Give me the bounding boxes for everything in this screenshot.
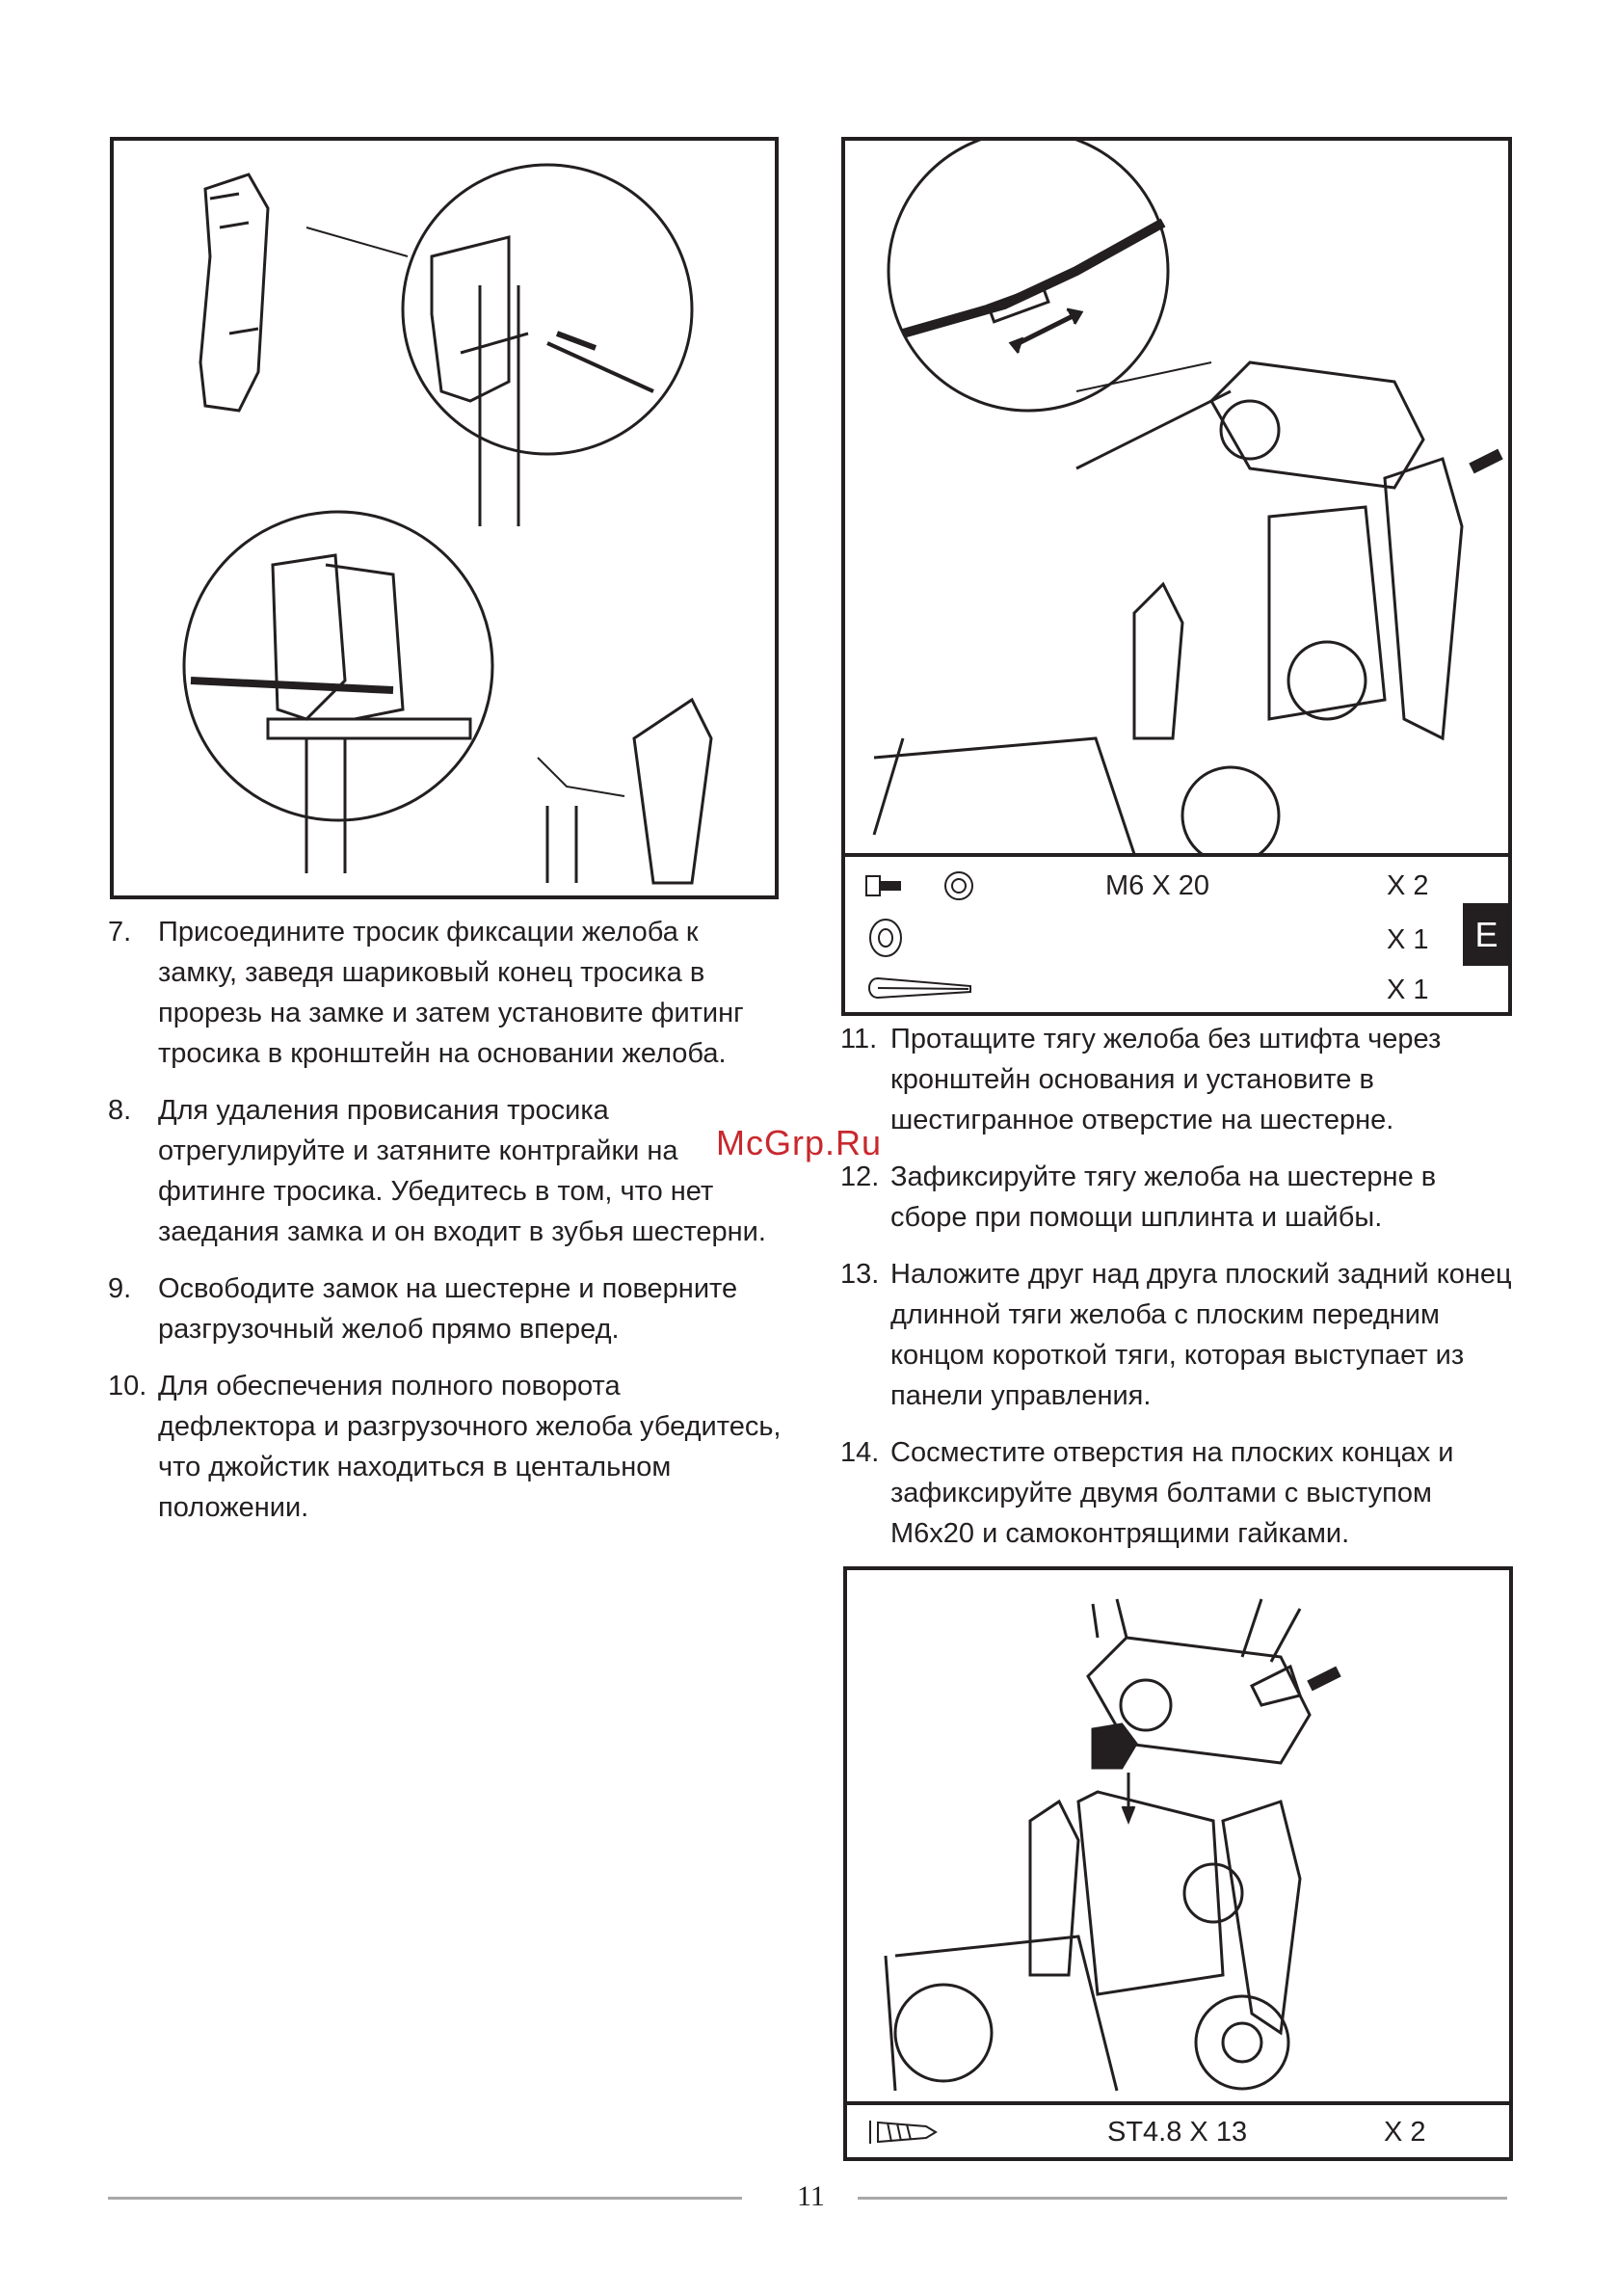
footer-divider-right bbox=[858, 2197, 1507, 2200]
hardware-qty: X 1 bbox=[1387, 924, 1429, 955]
watermark: McGrp.Ru bbox=[716, 1123, 883, 1162]
instruction-step bbox=[840, 1432, 1515, 1554]
hardware-qty: X 2 bbox=[1384, 2117, 1426, 2148]
instruction-step bbox=[840, 1254, 1515, 1416]
hardware-list-bottom bbox=[847, 2101, 1509, 2161]
footer-divider-left bbox=[108, 2197, 742, 2200]
instruction-step bbox=[840, 1019, 1515, 1140]
bolt-and-nut-icon bbox=[864, 868, 922, 903]
hardware-spec: ST4.8 X 13 bbox=[1107, 2117, 1248, 2148]
control-panel-cover-illustration bbox=[847, 1570, 1509, 2110]
step-number: 10. bbox=[108, 1371, 147, 1402]
nut-icon bbox=[942, 868, 980, 903]
right-steps-list bbox=[840, 1019, 1515, 1570]
step-number: 8. bbox=[108, 1095, 132, 1126]
step-text: Для удаления провисания тросика отрегулируйте и затяните контргайки на фитинге тросика. Убедитесь в том, что нет заедания замка и он входит в зубья шестерни. bbox=[158, 1095, 766, 1247]
step-number: 12. bbox=[840, 1161, 880, 1192]
screw-icon bbox=[866, 2113, 943, 2151]
step-text: Освободите замок на шестерне и поверните разгрузочный желоб прямо вперед. bbox=[158, 1273, 738, 1345]
step-text: Зафиксируйте тягу желоба на шестерне в сборе при помощи шплинта и шайбы. bbox=[890, 1161, 1437, 1233]
section-tab: E bbox=[1463, 903, 1510, 966]
hardware-list-top bbox=[845, 853, 1508, 1020]
figure-control-panel-cover bbox=[843, 1566, 1513, 2161]
washer-icon bbox=[866, 917, 909, 959]
figure-chute-rod bbox=[841, 137, 1512, 1016]
step-number: 13. bbox=[840, 1259, 880, 1290]
hardware-row bbox=[845, 917, 1508, 959]
instruction-step bbox=[108, 1366, 782, 1528]
step-text: Протащите тягу желоба без штифта через кронштейн основания и установите в шестигранное отверстие на шестерне. bbox=[890, 1024, 1442, 1135]
page-number: 11 bbox=[797, 2180, 825, 2212]
hardware-row bbox=[845, 868, 1508, 907]
left-steps-list bbox=[108, 912, 782, 1544]
instruction-step bbox=[840, 1157, 1515, 1238]
step-number: 7. bbox=[108, 917, 132, 948]
step-number: 9. bbox=[108, 1273, 132, 1304]
step-number: 14. bbox=[840, 1437, 880, 1468]
chute-rod-illustration bbox=[845, 141, 1508, 854]
hardware-row bbox=[845, 969, 1508, 1011]
step-text: Сосместите отверстия на плоских концах и зафиксируйте двумя болтами с выступом М6х20 и самоконтрящими гайками. bbox=[890, 1437, 1454, 1549]
instruction-step bbox=[108, 1090, 782, 1252]
hardware-spec: M6 X 20 bbox=[1105, 870, 1209, 901]
chute-lock-cable-illustration bbox=[114, 141, 775, 895]
hardware-row bbox=[847, 2113, 1509, 2155]
step-text: Присоедините тросик фиксации желоба к замку, заведя шариковый конец тросика в прорезь на замке и затем установите фитинг тросика в кронштейн на основании желоба. bbox=[158, 917, 744, 1069]
hardware-qty: X 1 bbox=[1387, 974, 1429, 1005]
step-text: Для обеспечения полного поворота дефлектора и разгрузочного желоба убедитесь, что джойстик находиться в центальном положении. bbox=[158, 1371, 782, 1523]
figure-chute-lock-cable bbox=[110, 137, 779, 899]
step-number: 11. bbox=[840, 1024, 878, 1055]
hardware-qty: X 2 bbox=[1387, 870, 1429, 901]
cotter-pin-icon bbox=[864, 969, 980, 1007]
instruction-step bbox=[108, 1268, 782, 1349]
step-text: Наложите друг над друга плоский задний конец длинной тяги желоба с плоским передним концом короткой тяги, которая выступает из панели управления. bbox=[890, 1259, 1512, 1411]
instruction-step bbox=[108, 912, 782, 1074]
